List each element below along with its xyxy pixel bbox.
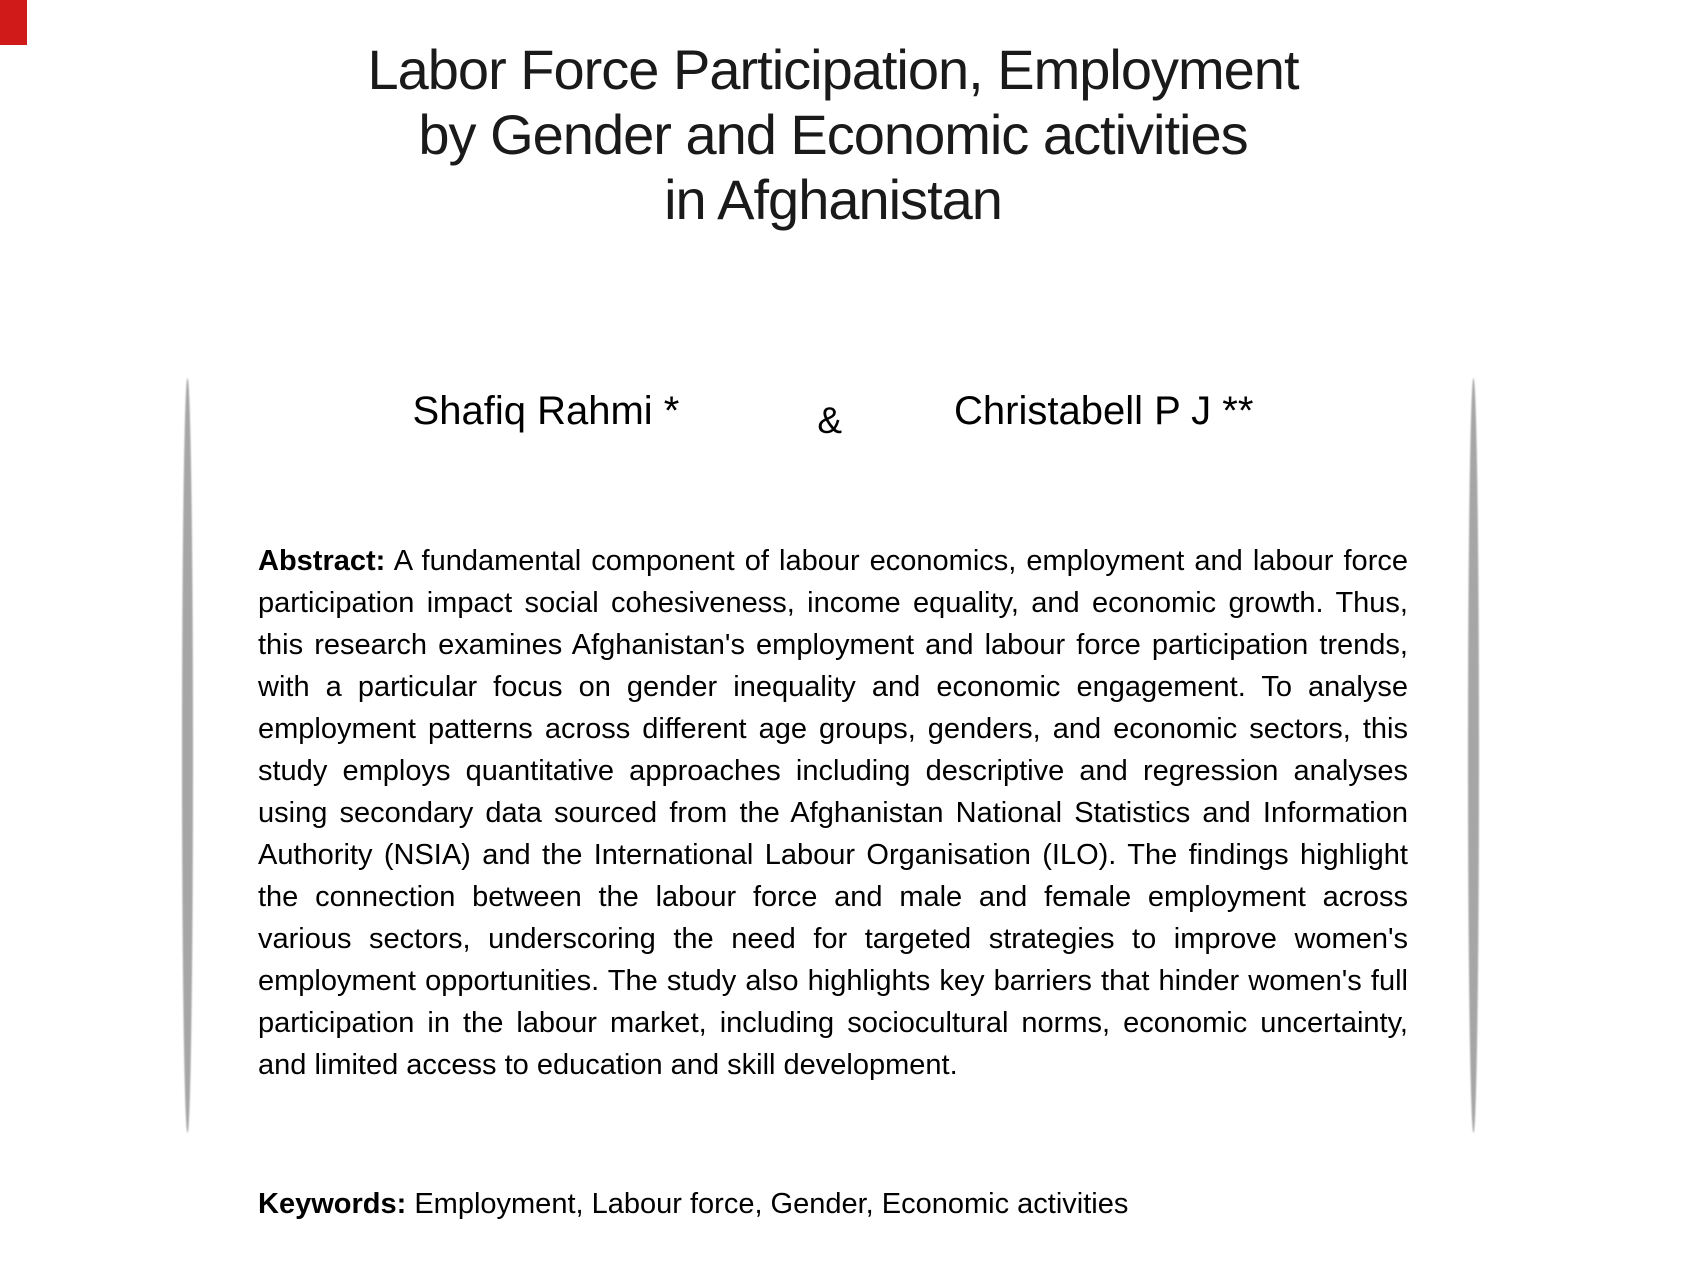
- keywords-text: Employment, Labour force, Gender, Economic activities: [414, 1188, 1129, 1220]
- authors-separator: &: [817, 400, 843, 441]
- author-first: Shafiq Rahmi *: [412, 389, 680, 433]
- right-page-edge-line: [1468, 378, 1479, 1133]
- paper-page: [258, 0, 1408, 1265]
- paper-title: [258, 37, 1408, 232]
- left-page-edge-line: [182, 378, 193, 1133]
- keywords-line: [258, 1183, 1408, 1225]
- corner-marker: [0, 0, 27, 45]
- abstract-text: A fundamental component of labour economics, employment and labour force participation impact social cohesiveness, income equality, and economic growth. Thus, this research examines Afghanistan's employment and labour force participation trends, with a particular focus on gender inequality and economic engagement. To analyse employment patterns across different age groups, genders, and economic sectors, this study employs quantitative approaches including descriptive and regression analyses using secondary data sourced from the Afghanistan National Statistics and Information Authority (NSIA) and the International Labour Organisation (ILO). The findings highlight the connection between the labour force and male and female employment across various sectors, underscoring the need for targeted strategies to improve women's employment opportunities. The study also highlights key barriers that hinder women's full participation in the labour market, including sociocultural norms, economic uncertainty, and limited access to education and skill development.: [258, 545, 1408, 1081]
- abstract-label: Abstract:: [258, 545, 386, 577]
- abstract-paragraph: [258, 540, 1408, 1086]
- paper-title-line-2: by Gender and Economic activities: [418, 103, 1248, 166]
- keywords-label: Keywords:: [258, 1188, 407, 1220]
- paper-title-line-3: in Afghanistan: [664, 168, 1002, 231]
- author-second: Christabell P J **: [954, 389, 1254, 433]
- authors-row: [258, 388, 1408, 441]
- paper-title-line-1: Labor Force Participation, Employment: [367, 38, 1299, 101]
